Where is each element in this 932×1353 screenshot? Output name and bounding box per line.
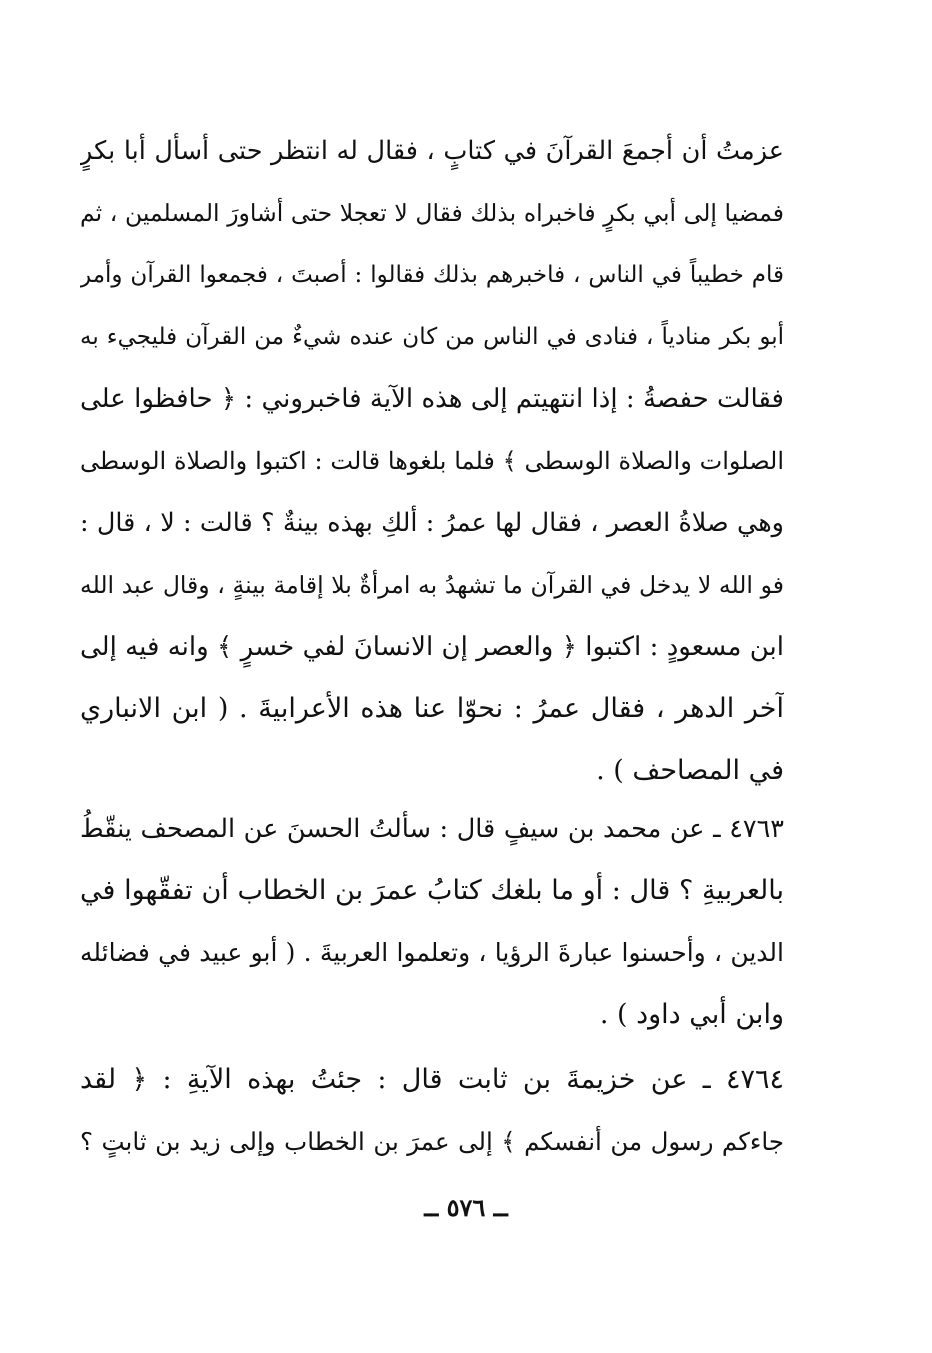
- text-line: ابن مسعودٍ : اكتبوا ﴿ والعصر إن الانسانَ لفي خسرٍ ﴾ وانه فيه إلى: [80, 632, 784, 662]
- text-line: فو الله لا يدخل في القرآن ما تشهدُ به امرأةٌ بلا إقامة بينةٍ ، وقال عبد الله: [80, 571, 784, 599]
- text-line: قام خطيباً في الناس ، فاخبرهم بذلك فقالوا : أصبتَ ، فجمعوا القرآن وأمر: [80, 262, 784, 288]
- text-line: وابن أبي داود ) .: [599, 999, 784, 1030]
- text-line: فقالت حفصةُ : إذا انتهيتم إلى هذه الآية فاخبروني : ﴿ حافظوا على: [80, 384, 784, 414]
- page-number: ــ ٥٧٦ ــ: [424, 1193, 508, 1222]
- paragraph-hadith-4764: [80, 1049, 784, 1173]
- paragraph-hadith-4763: [80, 798, 784, 1046]
- text-line: في المصاحف ) .: [596, 755, 784, 786]
- text-line: أبو بكر منادياً ، فنادى في الناس من كان عنده شيءٌ من القرآن فليجيء به: [80, 324, 784, 350]
- text-line: فمضيا إلى أبي بكرٍ فاخبراه بذلك فقال لا تعجلا حتى أشاورَ المسلمين ، ثم: [80, 199, 784, 227]
- text-line: وهي صلاةُ العصر ، فقال لها عمرُ : ألكِ بهذه بينةٌ ؟ قالت : لا ، قال :: [80, 508, 784, 538]
- text-line: الصلوات والصلاة الوسطى ﴾ فلما بلغوها قالت : اكتبوا والصلاة الوسطى: [80, 447, 784, 475]
- text-line: ٤٧٦٤ ـ عن خزيمةَ بن ثابت قال : جئتُ بهذه الآيةِ : ﴿ لقد: [80, 1064, 784, 1095]
- text-line: بالعربيةِ ؟ قال : أو ما بلغك كتابُ عمرَ بن الخطاب أن تفقّهوا في: [80, 875, 784, 906]
- paragraph-hadith-continuation: [80, 120, 784, 802]
- text-line: ٤٧٦٣ ـ عن محمد بن سيفٍ قال : سألتُ الحسنَ عن المصحف ينقّطُ: [80, 814, 784, 844]
- text-line: عزمتُ أن أجمعَ القرآنَ في كتابٍ ، فقال له انتظر حتى أسأل أبا بكرٍ: [80, 136, 784, 166]
- text-line: جاءكم رسول من أنفسكم ﴾ إلى عمرَ بن الخطاب وإلى زيد بن ثابتٍ ؟: [80, 1127, 784, 1156]
- text-line: آخر الدهر ، فقال عمرُ : نحوّا عنا هذه الأعرابيةَ . ( ابن الانباري: [80, 693, 784, 724]
- text-line: الدين ، وأحسنوا عبارةَ الرؤيا ، وتعلموا العربيةَ . ( أبو عبيد في فضائله: [80, 938, 784, 967]
